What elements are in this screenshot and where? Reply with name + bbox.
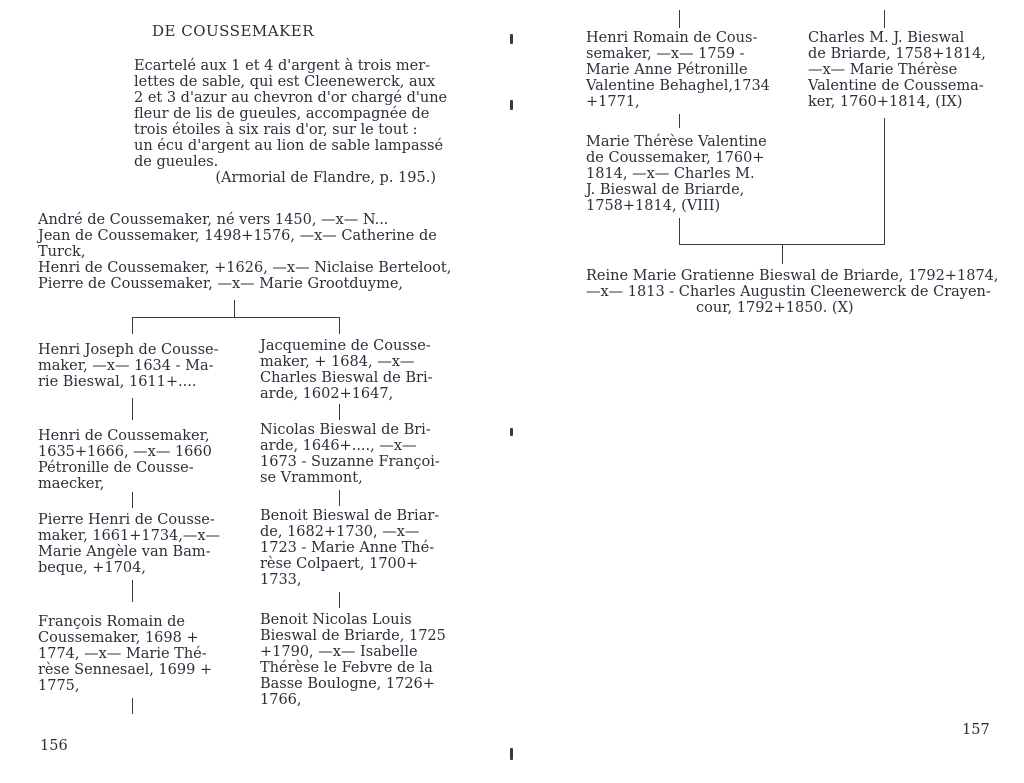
lineage-text	[38, 212, 451, 292]
entry-line: +1771,	[586, 94, 640, 110]
family-entry	[38, 614, 212, 694]
entry-line: 1774, —x— Marie Thé-	[38, 646, 207, 662]
entry-line: maker, 1661+1734,—x—	[38, 528, 221, 544]
entry-line: Jacquemine de Cousse-	[260, 338, 431, 354]
family-entry	[260, 612, 446, 708]
arms-source: (Armorial de Flandre, p. 195.)	[215, 170, 436, 186]
entry-line: Benoit Bieswal de Briar-	[260, 508, 440, 524]
connector-line	[132, 698, 133, 714]
entry-line: rie Bieswal, 1611+....	[38, 374, 197, 390]
connector-line	[339, 317, 340, 334]
entry-line: Charles Bieswal de Bri-	[260, 370, 433, 386]
entry-line: 1635+1666, —x— 1660	[38, 444, 212, 460]
entry-line: J. Bieswal de Briarde,	[586, 182, 745, 198]
entry-line: Pétronille de Cousse-	[38, 460, 194, 476]
connector-line	[132, 317, 133, 334]
family-entry	[260, 508, 439, 588]
arms-line: de gueules.	[134, 154, 219, 170]
entry-line: Valentine Behaghel,1734	[586, 78, 770, 94]
entry-line: 1758+1814, (VIII)	[586, 198, 721, 214]
coat-of-arms-description	[134, 58, 448, 186]
family-entry	[38, 342, 219, 390]
entry-line: cour, 1792+1850. (X)	[696, 300, 854, 316]
arms-line: Ecartelé aux 1 et 4 d'argent à trois mer-	[134, 58, 431, 74]
entry-line: +1790, —x— Isabelle	[260, 644, 418, 660]
entry-line: 1814, —x— Charles M.	[586, 166, 755, 182]
entry-line: Marie Thérèse Valentine	[586, 134, 767, 150]
entry-line: maker, —x— 1634 - Ma-	[38, 358, 214, 374]
entry-line: Henri Romain de Cous-	[586, 30, 758, 46]
entry-line: Bieswal de Briarde, 1725	[260, 628, 446, 644]
family-entry	[38, 428, 212, 492]
arms-line: trois étoiles à six rais d'or, sur le tout :	[134, 122, 418, 138]
connector-line	[884, 10, 885, 28]
final-entry	[586, 268, 999, 316]
page-number: 157	[962, 722, 990, 738]
family-entry	[260, 422, 440, 486]
entry-line: de Briarde, 1758+1814,	[808, 46, 986, 62]
connector-line	[339, 490, 340, 506]
entry-line: Pierre Henri de Cousse-	[38, 512, 215, 528]
entry-line: Coussemaker, 1698 +	[38, 630, 199, 646]
connector-line	[234, 300, 235, 317]
entry-line: 1766,	[260, 692, 302, 708]
connector-line	[782, 244, 783, 264]
connector-line	[132, 580, 133, 602]
connector-line	[132, 492, 133, 508]
entry-line: de Coussemaker, 1760+	[586, 150, 765, 166]
connector-line	[339, 404, 340, 420]
entry-line: Henri de Coussemaker,	[38, 428, 210, 444]
connector-line	[132, 398, 133, 420]
lineage-line: Henri de Coussemaker, +1626, —x— Niclaise Berteloot,	[38, 260, 452, 276]
family-entry	[260, 338, 433, 402]
entry-line: de, 1682+1730, —x—	[260, 524, 420, 540]
connector-line	[132, 317, 339, 318]
entry-line: Reine Marie Gratienne Bieswal de Briarde, 1792+1874,	[586, 268, 999, 284]
entry-line: 1775,	[38, 678, 80, 694]
connector-line	[679, 114, 680, 128]
arms-line: 2 et 3 d'azur au chevron d'or chargé d'une	[134, 90, 448, 106]
entry-line: 1673 - Suzanne Françoi-	[260, 454, 440, 470]
entry-line: Benoit Nicolas Louis	[260, 612, 412, 628]
entry-line: Valentine de Coussema-	[808, 78, 984, 94]
entry-line: semaker, —x— 1759 -	[586, 46, 745, 62]
entry-line: Thérèse le Febvre de la	[260, 660, 433, 676]
entry-line: beque, +1704,	[38, 560, 146, 576]
entry-line: 1733,	[260, 572, 302, 588]
lineage-line: Turck,	[38, 244, 86, 260]
family-entry	[38, 512, 220, 576]
connector-line	[339, 592, 340, 608]
entry-line: arde, 1646+...., —x—	[260, 438, 417, 454]
entry-line: Nicolas Bieswal de Bri-	[260, 422, 431, 438]
right-page	[512, 0, 1024, 783]
entry-line: Charles M. J. Bieswal	[808, 30, 965, 46]
entry-line: François Romain de	[38, 614, 186, 630]
page-number: 156	[40, 738, 68, 754]
entry-line: se Vrammont,	[260, 470, 363, 486]
lineage-line: André de Coussemaker, né vers 1450, —x— N...	[38, 212, 389, 228]
entry-line: —x— 1813 - Charles Augustin Cleenewerck de Crayen-	[586, 284, 991, 300]
entry-line: Marie Angèle van Bam-	[38, 544, 211, 560]
family-entry	[586, 134, 767, 214]
entry-line: Henri Joseph de Cousse-	[38, 342, 219, 358]
connector-line	[679, 218, 680, 244]
entry-line: 1723 - Marie Anne Thé-	[260, 540, 435, 556]
arms-line: un écu d'argent au lion de sable lampassé	[134, 138, 444, 154]
entry-line: —x— Marie Thérèse	[808, 62, 958, 78]
entry-line: rèse Sennesael, 1699 +	[38, 662, 213, 678]
lineage-line: Jean de Coussemaker, 1498+1576, —x— Catherine de	[38, 228, 437, 244]
connector-line	[884, 118, 885, 244]
entry-line: maecker,	[38, 476, 105, 492]
lineage-line: Pierre de Coussemaker, —x— Marie Grootduyme,	[38, 276, 404, 292]
entry-line: ker, 1760+1814, (IX)	[808, 94, 963, 110]
entry-line: Basse Boulogne, 1726+	[260, 676, 435, 692]
family-entry	[586, 30, 770, 110]
arms-line: fleur de lis de gueules, accompagnée de	[134, 106, 430, 122]
entry-line: arde, 1602+1647,	[260, 386, 394, 402]
connector-line	[679, 10, 680, 28]
left-page	[0, 0, 500, 783]
page-header: DE COUSSEMAKER	[152, 22, 315, 40]
entry-line: maker, + 1684, —x—	[260, 354, 415, 370]
entry-line: Marie Anne Pétronille	[586, 62, 748, 78]
entry-line: rèse Colpaert, 1700+	[260, 556, 419, 572]
family-entry	[808, 30, 986, 110]
arms-line: lettes de sable, qui est Cleenewerck, aux	[134, 74, 436, 90]
